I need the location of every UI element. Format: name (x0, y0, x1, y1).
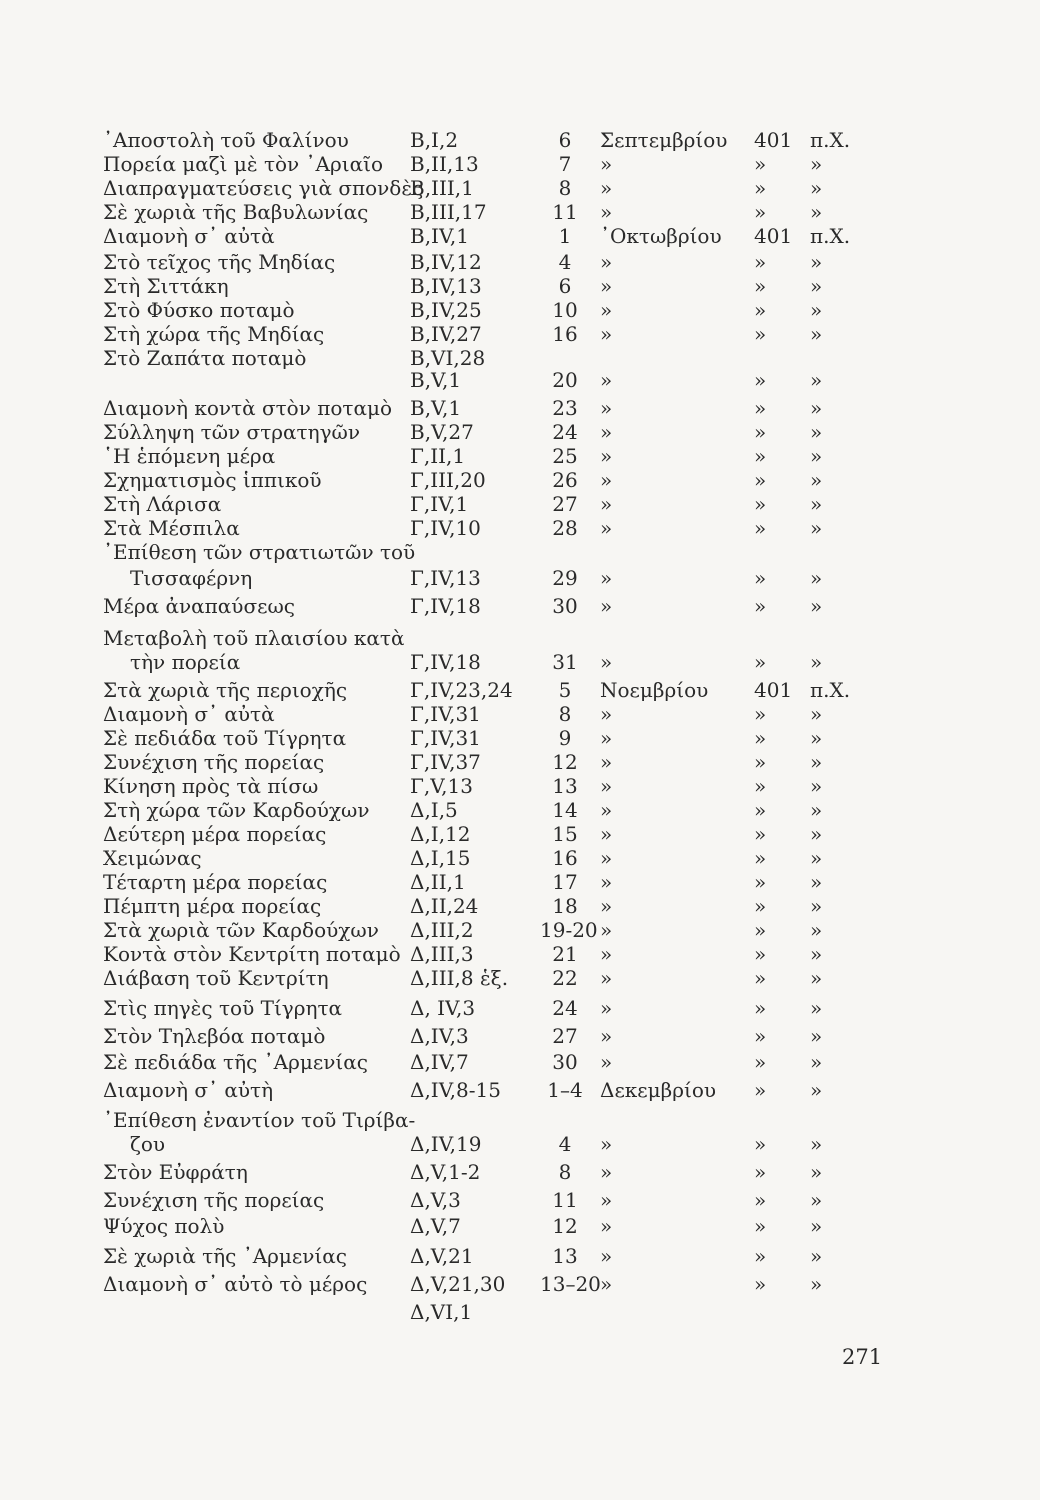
entry-era: » (810, 1078, 823, 1102)
entry-day: 27 (552, 492, 578, 516)
entry-reference: Β,ΙV,27 (410, 322, 482, 346)
entry-era: » (810, 1160, 823, 1184)
entry-month: » (600, 846, 613, 870)
entry-description: Σὲ πεδιάδα τοῦ Τίγρητα (103, 726, 347, 750)
entry-day: 12 (552, 750, 578, 774)
entry-month: » (600, 702, 613, 726)
entry-description: Διαμονὴ σ᾿ αὐτὴ (103, 1078, 274, 1102)
entry-era: » (810, 1050, 823, 1074)
entry-reference: Γ,ΙΙΙ,20 (410, 468, 486, 492)
entry-day: 11 (552, 1188, 578, 1212)
entry-month: » (600, 298, 613, 322)
entry-year: » (754, 750, 767, 774)
entry-day: 8 (558, 1160, 572, 1184)
entry-reference: Γ,ΙΙ,1 (410, 444, 466, 468)
entry-reference: Δ,Ι,15 (410, 846, 471, 870)
entry-month: » (600, 1050, 613, 1074)
entry-day: 18 (552, 894, 578, 918)
entry-month: ᾿Οκτωβρίου (600, 224, 722, 248)
entry-year: » (754, 1024, 767, 1048)
entry-description: ῾Η ἑπόμενη μέρα (103, 444, 276, 468)
entry-reference: Δ,V,21,30 (410, 1272, 506, 1296)
entry-reference: Δ, ΙV,3 (410, 996, 476, 1020)
entry-year: » (754, 846, 767, 870)
table-row (0, 566, 1040, 596)
entry-month: » (600, 1024, 613, 1048)
entry-month: » (600, 750, 613, 774)
entry-era: » (810, 200, 823, 224)
entry-year: » (754, 298, 767, 322)
entry-month: » (600, 966, 613, 990)
entry-month: » (600, 152, 613, 176)
entry-era: » (810, 774, 823, 798)
entry-reference: Δ,Ι,12 (410, 822, 471, 846)
entry-era: » (810, 420, 823, 444)
entry-description: Διαμονὴ κοντὰ στὸν ποταμὸ (103, 396, 393, 420)
entry-era: » (810, 566, 823, 590)
entry-reference: Δ,Ι,5 (410, 798, 458, 822)
entry-day: 20 (552, 368, 578, 392)
table-row (0, 650, 1040, 680)
entry-year: » (754, 918, 767, 942)
entry-era: » (810, 594, 823, 618)
entry-day: 27 (552, 1024, 578, 1048)
entry-year: » (754, 274, 767, 298)
entry-era: » (810, 1272, 823, 1296)
entry-reference: Γ,ΙV,18 (410, 594, 481, 618)
entry-month: » (600, 368, 613, 392)
entry-year: » (754, 152, 767, 176)
entry-day: 22 (552, 966, 578, 990)
entry-description: Σύλληψη τῶν στρατηγῶν (103, 420, 360, 444)
entry-month: » (600, 726, 613, 750)
entry-era: » (810, 798, 823, 822)
entry-reference: Β,ΙΙΙ,1 (410, 176, 474, 200)
entry-reference: Δ,ΙV,7 (410, 1050, 469, 1074)
entry-year: » (754, 966, 767, 990)
entry-description: Στὸν Τηλεβόα ποταμὸ (103, 1024, 326, 1048)
table-row (0, 1132, 1040, 1162)
entry-day: 29 (552, 566, 578, 590)
entry-year: » (754, 650, 767, 674)
table-row (0, 1244, 1040, 1274)
entry-day: 28 (552, 516, 578, 540)
entry-day: 21 (552, 942, 578, 966)
entry-year: » (754, 468, 767, 492)
entry-reference: Β,ΙΙ,13 (410, 152, 479, 176)
entry-description: Ψύχος πολὺ (103, 1214, 225, 1238)
entry-era: » (810, 750, 823, 774)
entry-month: » (600, 918, 613, 942)
entry-era: » (810, 368, 823, 392)
entry-month: Νοεμβρίου (600, 678, 709, 702)
entry-reference: Δ,VΙ,1 (410, 1300, 473, 1324)
entry-month: » (600, 1160, 613, 1184)
table-row (0, 1160, 1040, 1190)
entry-reference: Δ,ΙΙ,1 (410, 870, 466, 894)
entry-description: Χειμώνας (103, 846, 202, 870)
entry-year: » (754, 368, 767, 392)
entry-day: 9 (558, 726, 572, 750)
entry-description: Μέρα ἀναπαύσεως (103, 594, 295, 618)
entry-description: Κοντὰ στὸν Κεντρίτη ποταμὸ (103, 942, 401, 966)
entry-reference: Γ,ΙV,13 (410, 566, 481, 590)
entry-reference: Γ,ΙV,1 (410, 492, 469, 516)
entry-reference: Γ,ΙV,31 (410, 726, 481, 750)
table-row (0, 966, 1040, 996)
entry-description: Στὴ χώρα τῶν Καρδούχων (103, 798, 370, 822)
entry-era: » (810, 468, 823, 492)
entry-era: » (810, 444, 823, 468)
entry-era: » (810, 702, 823, 726)
entry-description: ᾿Επίθεση ἐναντίον τοῦ Τιρίβα- (103, 1108, 416, 1132)
entry-year: » (754, 798, 767, 822)
entry-day: 16 (552, 846, 578, 870)
entry-description: Δεύτερη μέρα πορείας (103, 822, 327, 846)
table-row (0, 1300, 1040, 1330)
entry-year: » (754, 176, 767, 200)
entry-day: 6 (558, 128, 572, 152)
entry-reference: Β,VΙ,28 (410, 346, 486, 370)
entry-era: » (810, 966, 823, 990)
entry-day: 8 (558, 176, 572, 200)
entry-month: » (600, 566, 613, 590)
entry-day: 13–20 (540, 1272, 601, 1296)
entry-reference: Β,ΙV,13 (410, 274, 482, 298)
entry-month: » (600, 798, 613, 822)
table-row (0, 368, 1040, 398)
entry-month: Δεκεμβρίου (600, 1078, 717, 1102)
entry-day: 16 (552, 322, 578, 346)
entry-day: 23 (552, 396, 578, 420)
entry-reference: Β,ΙV,25 (410, 298, 482, 322)
entry-era: » (810, 250, 823, 274)
entry-day: 11 (552, 200, 578, 224)
entry-reference: Δ,V,7 (410, 1214, 461, 1238)
entry-description: Πορεία μαζὶ μὲ τὸν ᾿Αριαῖο (103, 152, 383, 176)
entry-reference: Γ,ΙV,18 (410, 650, 481, 674)
entry-year: » (754, 996, 767, 1020)
entry-day: 15 (552, 822, 578, 846)
entry-era: » (810, 152, 823, 176)
entry-reference: Δ,V,3 (410, 1188, 461, 1212)
entry-day: 30 (552, 594, 578, 618)
entry-reference: Δ,ΙV,8-15 (410, 1078, 501, 1102)
entry-year: » (754, 870, 767, 894)
entry-month: » (600, 516, 613, 540)
entry-era: » (810, 846, 823, 870)
entry-day: 4 (558, 250, 572, 274)
entry-era: » (810, 1244, 823, 1268)
entry-description: Σχηματισμὸς ἱππικοῦ (103, 468, 322, 492)
entry-description: ζου (130, 1132, 166, 1156)
entry-day: 13 (552, 1244, 578, 1268)
entry-year: » (754, 1160, 767, 1184)
entry-description: Μεταβολὴ τοῦ πλαισίου κατὰ (103, 626, 405, 650)
entry-year: » (754, 774, 767, 798)
entry-description: Στὰ χωριὰ τῶν Καρδούχων (103, 918, 379, 942)
entry-year: » (754, 702, 767, 726)
entry-year: » (754, 444, 767, 468)
entry-reference: Β,V,1 (410, 368, 462, 392)
entry-year: » (754, 250, 767, 274)
entry-month: » (600, 200, 613, 224)
entry-year: » (754, 492, 767, 516)
entry-era: » (810, 1024, 823, 1048)
entry-reference: Δ,ΙV,19 (410, 1132, 482, 1156)
entry-year: 401 (754, 128, 793, 152)
entry-reference: Γ,V,13 (410, 774, 473, 798)
entry-era: » (810, 492, 823, 516)
entry-year: » (754, 1214, 767, 1238)
entry-era: » (810, 322, 823, 346)
entry-year: » (754, 1132, 767, 1156)
entry-era: » (810, 1188, 823, 1212)
entry-day: 6 (558, 274, 572, 298)
entry-description: Στὴ Λάρισα (103, 492, 222, 516)
entry-month: » (600, 468, 613, 492)
entry-month: » (600, 774, 613, 798)
entry-day: 30 (552, 1050, 578, 1074)
table-row (0, 1078, 1040, 1108)
entry-description: Στὸν Εὐφράτη (103, 1160, 248, 1184)
entry-month: » (600, 1188, 613, 1212)
entry-description: Στὸ Ζαπάτα ποταμὸ (103, 346, 307, 370)
entry-description: Διαμονὴ σ᾿ αὐτὰ (103, 224, 275, 248)
table-row (0, 594, 1040, 624)
entry-year: » (754, 942, 767, 966)
entry-reference: Δ,V,21 (410, 1244, 474, 1268)
entry-day: 31 (552, 650, 578, 674)
entry-year: » (754, 322, 767, 346)
entry-day: 13 (552, 774, 578, 798)
entry-year: » (754, 1272, 767, 1296)
entry-reference: Γ,ΙV,23,24 (410, 678, 513, 702)
entry-era: » (810, 516, 823, 540)
entry-month: » (600, 870, 613, 894)
entry-reference: Β,V,27 (410, 420, 474, 444)
entry-day: 26 (552, 468, 578, 492)
table-row (0, 1214, 1040, 1244)
entry-month: » (600, 942, 613, 966)
entry-month: » (600, 322, 613, 346)
entry-day: 12 (552, 1214, 578, 1238)
entry-description: Συνέχιση τῆς πορείας (103, 750, 325, 774)
entry-description: ᾿Επίθεση τῶν στρατιωτῶν τοῦ (103, 540, 416, 564)
entry-month: » (600, 250, 613, 274)
entry-month: » (600, 1132, 613, 1156)
entry-description: Πέμπτη μέρα πορείας (103, 894, 322, 918)
entry-era: π.Χ. (810, 128, 851, 152)
entry-description: Διαμονὴ σ᾿ αὐτὸ τὸ μέρος (103, 1272, 368, 1296)
entry-month: » (600, 492, 613, 516)
entry-era: » (810, 1214, 823, 1238)
entry-day: 17 (552, 870, 578, 894)
entry-month: » (600, 1214, 613, 1238)
entry-day: 24 (552, 996, 578, 1020)
entry-description: Διαμονὴ σ᾿ αὐτὰ (103, 702, 275, 726)
entry-description: ᾿Αποστολὴ τοῦ Φαλίνου (103, 128, 349, 152)
entry-reference: Γ,ΙV,31 (410, 702, 481, 726)
entry-era: » (810, 298, 823, 322)
entry-era: » (810, 822, 823, 846)
entry-description: Συνέχιση τῆς πορείας (103, 1188, 325, 1212)
entry-reference: Γ,ΙV,10 (410, 516, 481, 540)
entry-month: » (600, 822, 613, 846)
entry-era: » (810, 396, 823, 420)
entry-day: 19-20 (540, 918, 598, 942)
entry-description: Σὲ χωριὰ τῆς ᾿Αρμενίας (103, 1244, 347, 1268)
entry-month: » (600, 420, 613, 444)
entry-month: » (600, 1244, 613, 1268)
entry-year: » (754, 594, 767, 618)
entry-era: » (810, 942, 823, 966)
entry-year: » (754, 822, 767, 846)
entry-year: » (754, 1188, 767, 1212)
entry-year: 401 (754, 678, 793, 702)
entry-reference: Δ,ΙΙ,24 (410, 894, 479, 918)
entry-reference: Δ,ΙV,3 (410, 1024, 469, 1048)
entry-month: » (600, 444, 613, 468)
entry-reference: Β,ΙV,12 (410, 250, 482, 274)
entry-day: 1–4 (547, 1078, 583, 1102)
entry-era: π.Χ. (810, 678, 851, 702)
entry-description: Σὲ πεδιάδα τῆς ᾿Αρμενίας (103, 1050, 368, 1074)
entry-era: » (810, 274, 823, 298)
entry-reference: Β,V,1 (410, 396, 462, 420)
entry-reference: Δ,ΙΙΙ,3 (410, 942, 474, 966)
entry-reference: Γ,ΙV,37 (410, 750, 481, 774)
entry-reference: Β,ΙΙΙ,17 (410, 200, 487, 224)
entry-month: Σεπτεμβρίου (600, 128, 728, 152)
entry-day: 5 (558, 678, 572, 702)
entry-era: » (810, 176, 823, 200)
entry-reference: Δ,V,1-2 (410, 1160, 481, 1184)
entry-era: » (810, 894, 823, 918)
entry-year: » (754, 566, 767, 590)
entry-year: » (754, 420, 767, 444)
entry-day: 25 (552, 444, 578, 468)
entry-description: Τέταρτη μέρα πορείας (103, 870, 328, 894)
entry-description: Διάβαση τοῦ Κεντρίτη (103, 966, 329, 990)
entry-description: Τισσαφέρνη (130, 566, 253, 590)
entry-description: Στὴ χώρα τῆς Μηδίας (103, 322, 325, 346)
entry-description: Στὴ Σιττάκη (103, 274, 229, 298)
entry-era: π.Χ. (810, 224, 851, 248)
entry-day: 7 (558, 152, 572, 176)
entry-reference: Β,Ι,2 (410, 128, 459, 152)
entry-month: » (600, 650, 613, 674)
entry-month: » (600, 274, 613, 298)
entry-era: » (810, 650, 823, 674)
entry-year: » (754, 200, 767, 224)
entry-day: 24 (552, 420, 578, 444)
entry-description: Σὲ χωριὰ τῆς Βαβυλωνίας (103, 200, 369, 224)
entry-day: 8 (558, 702, 572, 726)
entry-year: » (754, 1050, 767, 1074)
entry-era: » (810, 996, 823, 1020)
entry-month: » (600, 894, 613, 918)
entry-month: » (600, 996, 613, 1020)
entry-year: » (754, 726, 767, 750)
table-row (0, 1050, 1040, 1080)
entry-year: » (754, 1244, 767, 1268)
entry-year: » (754, 516, 767, 540)
entry-era: » (810, 870, 823, 894)
entry-description: Στὰ Μέσπιλα (103, 516, 240, 540)
entry-description: Διαπραγματεύσεις γιὰ σπονδὲς (103, 176, 424, 200)
entry-description: Κίνηση πρὸς τὰ πίσω (103, 774, 319, 798)
entry-reference: Δ,ΙΙΙ,2 (410, 918, 474, 942)
entry-description: Στὸ τεῖχος τῆς Μηδίας (103, 250, 336, 274)
entry-era: » (810, 1132, 823, 1156)
entry-month: » (600, 176, 613, 200)
entry-description: Στὸ Φύσκο ποταμὸ (103, 298, 295, 322)
entry-year: » (754, 894, 767, 918)
entry-reference: Β,ΙV,1 (410, 224, 469, 248)
table-row (0, 996, 1040, 1026)
entry-day: 14 (552, 798, 578, 822)
entry-month: » (600, 1272, 613, 1296)
entry-reference: Δ,ΙΙΙ,8 ἑξ. (410, 966, 509, 990)
entry-description: τὴν πορεία (130, 650, 241, 674)
entry-month: » (600, 594, 613, 618)
entry-day: 10 (552, 298, 578, 322)
entry-era: » (810, 918, 823, 942)
entry-year: » (754, 396, 767, 420)
entry-day: 4 (558, 1132, 572, 1156)
table-row (0, 1272, 1040, 1302)
entry-month: » (600, 396, 613, 420)
entry-description: Στὶς πηγὲς τοῦ Τίγρητα (103, 996, 343, 1020)
entry-day: 1 (558, 224, 572, 248)
page-number: 271 (842, 1345, 883, 1369)
entry-year: » (754, 1078, 767, 1102)
entry-era: » (810, 726, 823, 750)
entry-year: 401 (754, 224, 793, 248)
entry-description: Στὰ χωριὰ τῆς περιοχῆς (103, 678, 348, 702)
